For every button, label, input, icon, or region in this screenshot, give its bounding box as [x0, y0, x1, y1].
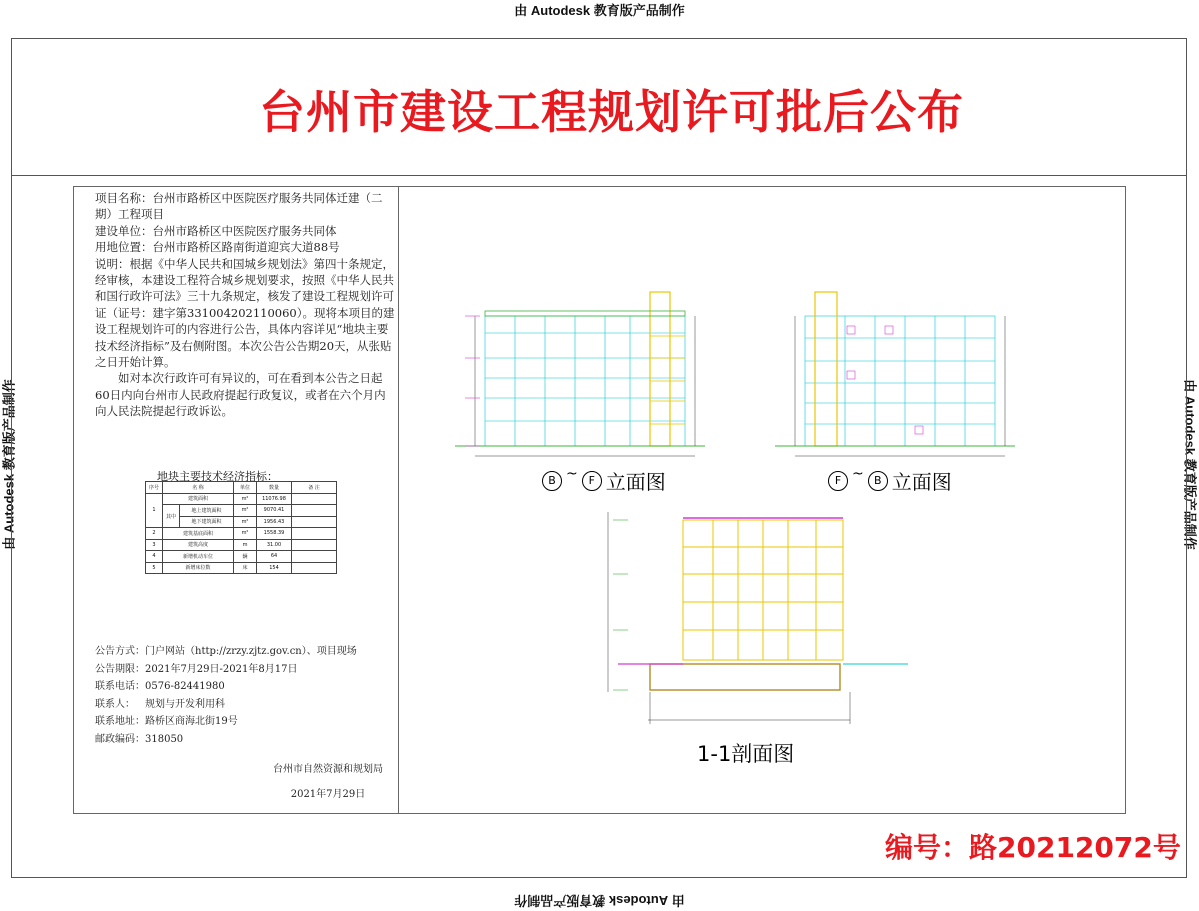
cell-no: 4 — [146, 551, 163, 563]
tilde: ~ — [566, 466, 578, 482]
publication-row — [95, 713, 357, 731]
pub-value: 318050 — [145, 731, 183, 749]
cell-no: 3 — [146, 539, 163, 551]
section-drawing — [588, 492, 918, 732]
elevation-label-1 — [542, 466, 666, 495]
publication-info — [95, 643, 357, 748]
axis-bubble: B — [868, 471, 888, 491]
cell-name: 建筑面积 — [163, 493, 234, 505]
cell-name: 建筑基底面积 — [163, 528, 234, 540]
issue-date: 2021年7月29日 — [268, 782, 388, 807]
publication-row — [95, 643, 357, 661]
permit-number: 编号：路20212072号 — [885, 826, 1181, 866]
elevation-drawing-1 — [455, 286, 705, 466]
table-row — [146, 551, 337, 563]
cell-name: 新增床位数 — [163, 562, 234, 574]
table-row — [146, 528, 337, 540]
table-header: 数量 — [257, 482, 292, 494]
cell-note — [292, 528, 337, 540]
cell-note — [292, 539, 337, 551]
watermark-bottom: 由 Autodesk 教育版产品制作 — [0, 892, 1199, 911]
notice-text — [95, 190, 395, 420]
axis-bubble: B — [542, 471, 562, 491]
cell-unit: m² — [234, 528, 257, 540]
watermark-top: 由 Autodesk 教育版产品制作 — [0, 0, 1199, 19]
cell-value: 64 — [257, 551, 292, 563]
cell-unit: 辆 — [234, 551, 257, 563]
location: 用地位置：台州市路桥区路南街道迎宾大道88号 — [95, 239, 395, 255]
pub-value: 0576-82441980 — [145, 678, 225, 696]
cell-value: 1558.39 — [257, 528, 292, 540]
cell-unit: m — [234, 539, 257, 551]
cell-name: 地下建筑面积 — [180, 516, 234, 528]
elevation-label-text: 立面图 — [892, 466, 952, 495]
cell-value: 1956.43 — [257, 516, 292, 528]
table-row — [146, 562, 337, 574]
cell-name: 地上建筑面积 — [180, 505, 234, 517]
page-title: 台州市建设工程规划许可批后公布 — [0, 76, 1199, 142]
builder: 建设单位：台州市路桥区中医院医疗服务共同体 — [95, 223, 395, 239]
pub-key: 联系人： — [95, 696, 145, 714]
cell-note — [292, 562, 337, 574]
cell-note — [292, 516, 337, 528]
pub-value: 门户网站（http://zrzy.zjtz.gov.cn）、项目现场 — [145, 643, 357, 661]
section-label: 1-1剖面图 — [697, 738, 794, 768]
pub-key: 联系电话： — [95, 678, 145, 696]
pub-value: 规划与开发利用科 — [145, 696, 225, 714]
table-header: 单位 — [234, 482, 257, 494]
watermark-right: 由 Autodesk 教育版产品制作 — [1182, 375, 1199, 555]
appeal: 如对本次行政许可有异议的，可在看到本公告之日起60日内向台州市人民政府提起行政复议，或者在六个月内向人民法院提起行政诉讼。 — [95, 370, 395, 419]
issuer: 台州市自然资源和规划局 — [268, 757, 388, 782]
table-header-row — [146, 482, 337, 494]
indicators-table — [145, 481, 337, 574]
cell-unit: m² — [234, 505, 257, 517]
pub-value: 2021年7月29日-2021年8月17日 — [145, 661, 297, 679]
pub-key: 邮政编码： — [95, 731, 145, 749]
axis-bubble: F — [828, 471, 848, 491]
pub-key: 公告期限： — [95, 661, 145, 679]
cell-note — [292, 493, 337, 505]
publication-row — [95, 696, 357, 714]
pub-key: 公告方式： — [95, 643, 145, 661]
project-name: 项目名称：台州市路桥区中医院医疗服务共同体迁建（二期）工程项目 — [95, 190, 395, 223]
cell-group: 其中 — [163, 505, 180, 528]
signature-block — [268, 757, 388, 807]
table-row — [146, 493, 337, 505]
cell-unit: 床 — [234, 562, 257, 574]
cell-value: 154 — [257, 562, 292, 574]
table-header: 备 注 — [292, 482, 337, 494]
cell-no: 5 — [146, 562, 163, 574]
table-header: 序号 — [146, 482, 163, 494]
table-header: 名 称 — [163, 482, 234, 494]
elevation-label-2 — [828, 466, 952, 495]
table-row — [146, 505, 337, 517]
publication-row — [95, 731, 357, 749]
cell-no: 1 — [146, 493, 163, 528]
publication-row — [95, 661, 357, 679]
table-row — [146, 539, 337, 551]
cell-note — [292, 505, 337, 517]
cell-value: 9070.41 — [257, 505, 292, 517]
cell-note — [292, 551, 337, 563]
cell-no: 2 — [146, 528, 163, 540]
cell-value: 11076.98 — [257, 493, 292, 505]
elevation-drawing-2 — [765, 286, 1025, 466]
publication-row — [95, 678, 357, 696]
cell-name: 新增机动车位 — [163, 551, 234, 563]
tilde: ~ — [852, 466, 864, 482]
cell-value: 31.00 — [257, 539, 292, 551]
cell-name: 建筑高度 — [163, 539, 234, 551]
description: 说明：根据《中华人民共和国城乡规划法》第四十条规定，经审核，本建设工程符合城乡规划要求，按照《中华人民共和国行政许可法》三十九条规定，核发了建设工程规划许可证（证号：建字第331004202110060）。现将本项目的建设工程规划许可的内容进行公告，具体内容详见“地块主要技术经济指标”及右侧附图。本次公告公告期20天，从张贴之日开始计算。 — [95, 256, 395, 371]
elevation-label-text: 立面图 — [606, 466, 666, 495]
axis-bubble: F — [582, 471, 602, 491]
cell-unit: m² — [234, 516, 257, 528]
indicators-title: 地块主要技术经济指标： — [157, 468, 278, 484]
watermark-left: 由 Autodesk 教育版产品制作 — [0, 375, 18, 555]
cell-unit: m² — [234, 493, 257, 505]
pub-value: 路桥区商海北街19号 — [145, 713, 238, 731]
pub-key: 联系地址： — [95, 713, 145, 731]
